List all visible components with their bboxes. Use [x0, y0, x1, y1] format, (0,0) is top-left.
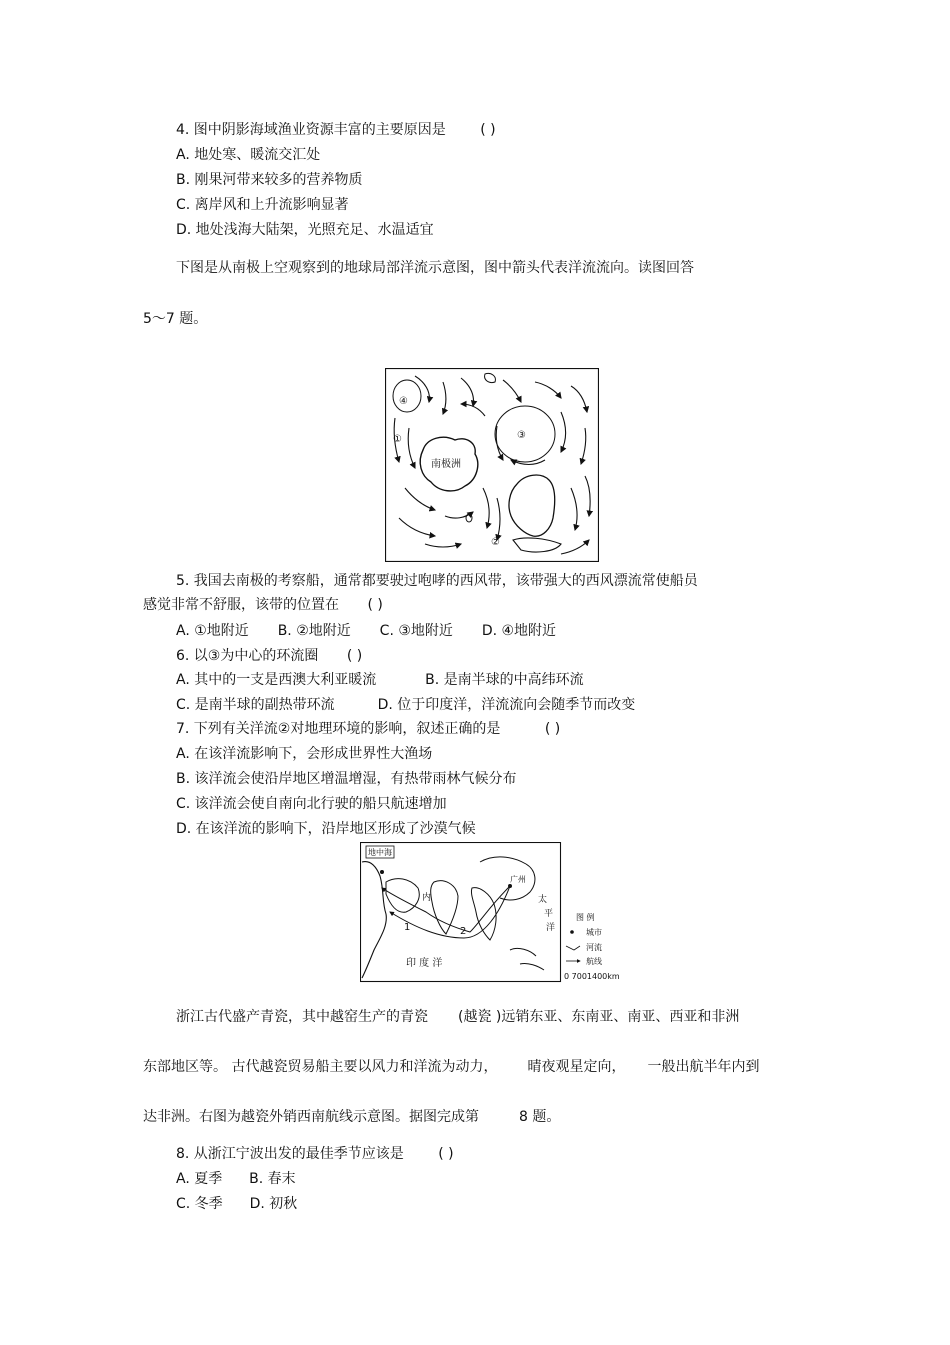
- intro-5-7-line2: 5～7 题。: [143, 311, 208, 327]
- map-legend: [564, 912, 620, 981]
- marker-4: ④: [399, 396, 408, 407]
- intro-8-line3: [143, 1108, 560, 1126]
- intro-8-line1b: (越瓷 )远销东亚、东南亚、南亚、西亚和非洲: [458, 1009, 740, 1025]
- q6-option-a: A. 其中的一支是西澳大利亚暖流: [176, 672, 377, 688]
- q6-options-row2: [176, 696, 635, 714]
- marker-1: ①: [393, 434, 402, 445]
- label-pacific-2: 平: [544, 909, 554, 919]
- q4-option-c: C. 离岸风和上升流影响显著: [176, 197, 349, 213]
- q6-answer-paren: ( ): [346, 648, 363, 664]
- marker-3: ③: [517, 430, 526, 441]
- q5-answer-paren: ( ): [367, 597, 383, 613]
- intro-8-line2b: 晴夜观星定向，: [527, 1059, 626, 1075]
- legend-title: 图 例: [576, 913, 595, 922]
- q6-option-c: C. 是南半球的副热带环流: [176, 697, 335, 713]
- city-guangzhou: [508, 884, 512, 888]
- q8-option-a: A. 夏季: [176, 1171, 223, 1187]
- label-route-2: 2: [460, 926, 467, 937]
- label-inner: 内: [422, 893, 432, 903]
- q8-options-row2: [176, 1195, 297, 1213]
- legend-city: 城市: [586, 928, 602, 937]
- legend-route: 航线: [586, 957, 602, 966]
- q5-stem-line2: [143, 596, 383, 614]
- q5-option-c: C. ③地附近: [379, 623, 453, 639]
- intro-8-line1a: 浙江古代盛产青瓷，其中越窑生产的青瓷: [176, 1009, 428, 1025]
- label-antarctica: 南极洲: [431, 459, 461, 470]
- q5-option-a: A. ①地附近: [176, 623, 249, 639]
- q8-stem: [176, 1145, 454, 1163]
- label-pacific-3: 洋: [546, 923, 556, 933]
- intro-8-line3b: 8 题。: [519, 1109, 561, 1125]
- q5-option-b: B. ②地附近: [277, 623, 351, 639]
- intro-8-line1: [176, 1008, 739, 1026]
- trade-route-map: [360, 842, 622, 984]
- q6-option-b: B. 是南半球的中高纬环流: [425, 672, 584, 688]
- q5-stem-line2-text: 感觉非常不舒服，该带的位置在: [143, 597, 339, 613]
- q6-stem: [176, 647, 362, 665]
- q7-stem-text: 7. 下列有关洋流②对地理环境的影响，叙述正确的是: [176, 721, 501, 737]
- marker-2: ②: [491, 537, 500, 548]
- q7-option-b: B. 该洋流会使沿岸地区增温增湿，有热带雨林气候分布: [176, 771, 517, 787]
- q8-option-b: B. 春末: [249, 1171, 296, 1187]
- q7-option-c: C. 该洋流会使自南向北行驶的船只航速增加: [176, 796, 447, 812]
- label-pacific-1: 太: [538, 895, 548, 905]
- q5-stem-line1: 5. 我国去南极的考察船，通常都要驶过咆哮的西风带，该带强大的西风漂流常使船员: [176, 573, 698, 589]
- q7-answer-paren: ( ): [544, 721, 561, 737]
- intro-8-line2c: 一般出航半年内到: [647, 1059, 760, 1075]
- legend-river: 河流: [586, 943, 602, 952]
- intro-8-line3a: 达非洲。右图为越瓷外销西南航线示意图。据图完成第: [143, 1109, 479, 1125]
- q7-option-d: D. 在该洋流的影响下，沿岸地区形成了沙漠气候: [176, 821, 476, 837]
- q4-stem-text: 4. 图中阴影海域渔业资源丰富的主要原因是: [176, 122, 446, 138]
- label-route-1: 1: [404, 922, 411, 933]
- q8-stem-text: 8. 从浙江宁波出发的最佳季节应该是: [176, 1146, 404, 1162]
- trade-route-map-svg: [360, 842, 622, 984]
- label-guangzhou: 广州: [510, 875, 526, 884]
- q4-option-b: B. 刚果河带来较多的营养物质: [176, 172, 363, 188]
- q4-option-d: D. 地处浅海大陆架，光照充足、水温适宜: [176, 222, 434, 238]
- intro-8-line2: [143, 1058, 759, 1076]
- intro-5-7-line1: 下图是从南极上空观察到的地球局部洋流示意图，图中箭头代表洋流流向。读图回答: [176, 260, 694, 276]
- q7-option-a: A. 在该洋流影响下，会形成世界性大渔场: [176, 746, 433, 762]
- q8-option-c: C. 冬季: [176, 1196, 223, 1212]
- q6-option-d: D. 位于印度洋，洋流流向会随季节而改变: [377, 697, 636, 713]
- legend-city-symbol: [570, 930, 574, 934]
- city-west: [380, 870, 384, 874]
- intro-8-line2a: 东部地区等。 古代越瓷贸易船主要以风力和洋流为动力，: [143, 1059, 498, 1075]
- q7-stem: [176, 720, 560, 738]
- q5-options: [176, 622, 556, 640]
- ocean-current-map: [385, 368, 599, 562]
- q8-options-row1: [176, 1170, 296, 1188]
- legend-river-symbol: [566, 946, 580, 950]
- q8-answer-paren: ( ): [438, 1146, 454, 1162]
- q4-option-a: A. 地处寒、暖流交汇处: [176, 147, 321, 163]
- label-indian-ocean: 印 度 洋: [406, 958, 443, 969]
- q4-stem: [176, 121, 496, 139]
- q5-option-d: D. ④地附近: [481, 623, 557, 639]
- ocean-current-map-svg: [385, 368, 599, 562]
- label-mediterranean: 地中海: [368, 848, 392, 857]
- q4-answer-paren: ( ): [480, 122, 496, 138]
- legend-scale: 0 7001400km: [564, 972, 620, 981]
- q6-options-row1: [176, 671, 584, 689]
- q8-option-d: D. 初秋: [249, 1196, 298, 1212]
- q6-stem-text: 6. 以③为中心的环流圈: [176, 648, 319, 664]
